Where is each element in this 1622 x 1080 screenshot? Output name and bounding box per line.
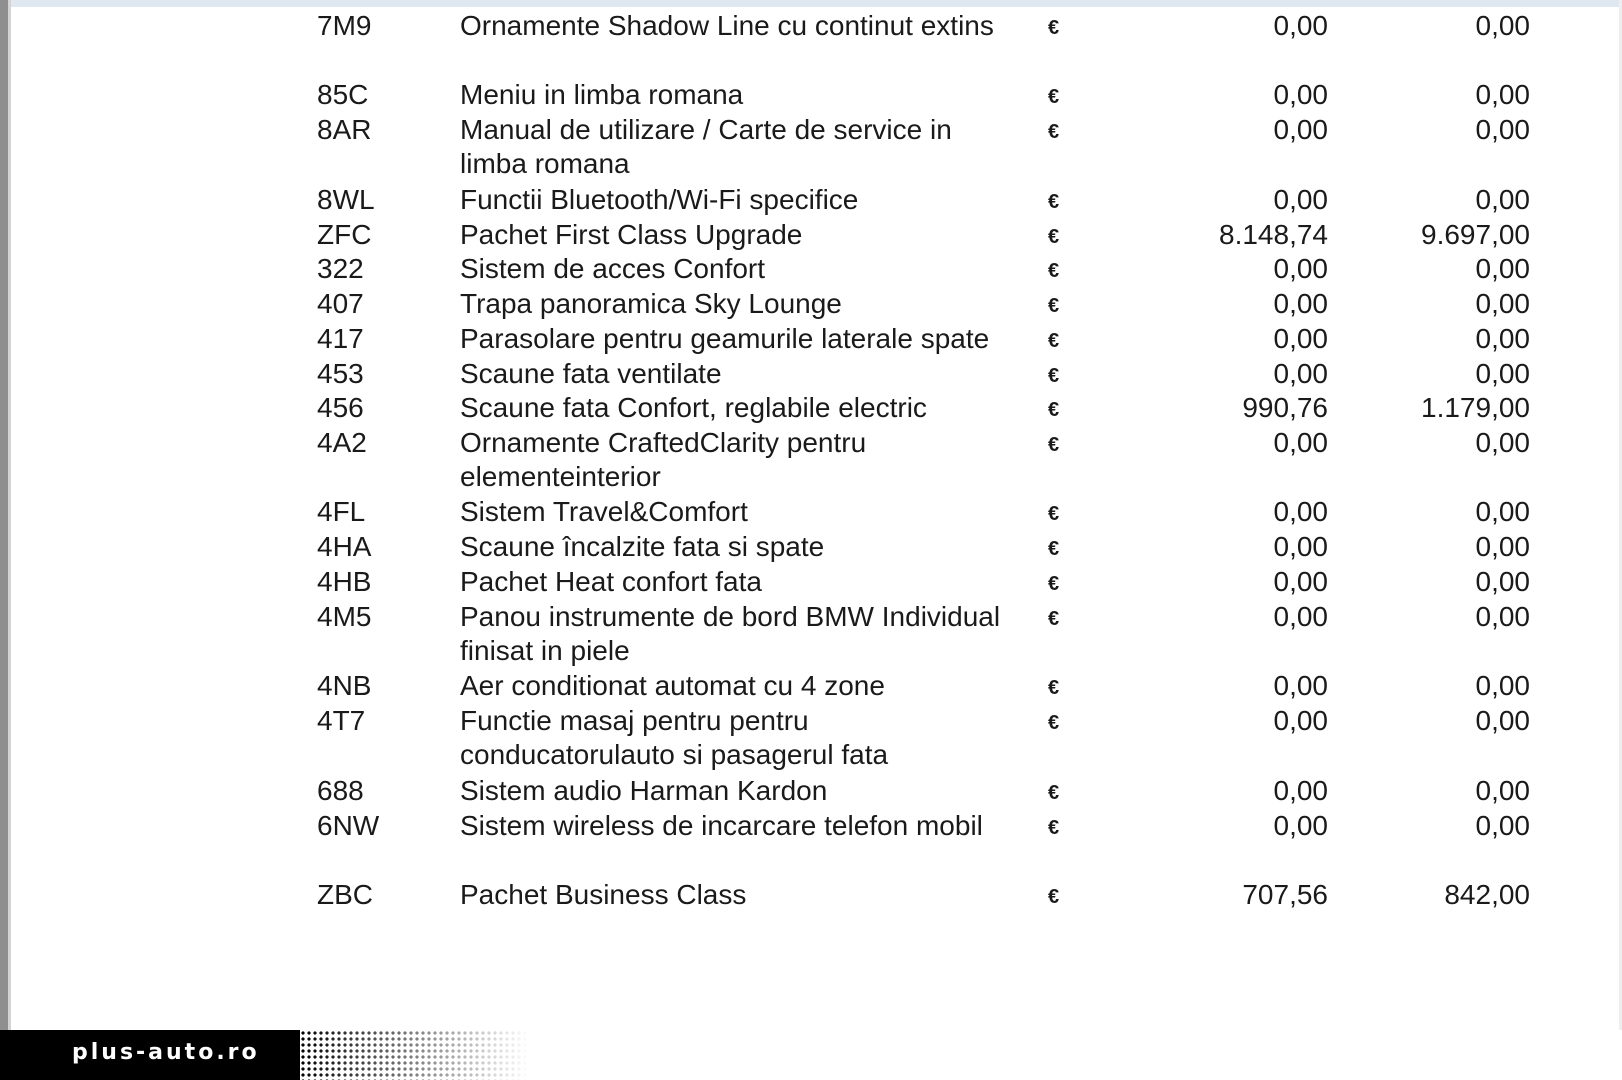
net-price: 0,00 — [1273, 323, 1328, 354]
currency-symbol: € — [1048, 608, 1060, 630]
gross-price: 0,00 — [1475, 288, 1530, 319]
option-code: ZFC — [317, 219, 372, 250]
option-description: Sistem de acces Confort — [460, 253, 766, 284]
net-price: 0,00 — [1273, 496, 1328, 527]
currency-symbol: € — [1048, 434, 1060, 456]
gross-price: 0,00 — [1475, 496, 1530, 527]
currency-symbol: € — [1048, 817, 1060, 839]
net-price: 0,00 — [1273, 358, 1328, 389]
gross-price: 0,00 — [1475, 253, 1530, 284]
gross-price: 0,00 — [1475, 79, 1530, 110]
currency-symbol: € — [1048, 330, 1060, 352]
currency-symbol: € — [1048, 712, 1060, 734]
option-code: 417 — [317, 323, 364, 354]
option-description: Aer conditionat automat cu 4 zone — [460, 670, 885, 701]
option-description: Sistem wireless de incarcare telefon mobil — [460, 810, 983, 841]
net-price: 0,00 — [1273, 775, 1328, 806]
table-row — [0, 9, 1622, 79]
option-code: 4M5 — [317, 601, 372, 632]
gross-price: 0,00 — [1475, 323, 1530, 354]
currency-symbol: € — [1048, 295, 1060, 317]
gross-price: 0,00 — [1475, 810, 1530, 841]
option-description: Scaune încalzite fata si spate — [460, 531, 825, 562]
net-price: 0,00 — [1273, 566, 1328, 597]
option-description: Sistem audio Harman Kardon — [460, 775, 828, 806]
option-description: Scaune fata Confort, reglabile electric — [460, 392, 927, 423]
currency-symbol: € — [1048, 399, 1060, 421]
option-description: Manual de utilizare / Carte de service in limba romana — [460, 114, 952, 179]
option-description: Pachet Business Class — [460, 879, 747, 910]
gross-price: 1.179,00 — [1421, 392, 1530, 423]
option-code: 7M9 — [317, 10, 372, 41]
gross-price: 0,00 — [1475, 10, 1530, 41]
table-row — [0, 426, 1622, 496]
net-price: 0,00 — [1273, 810, 1328, 841]
footer-watermark-bar — [0, 1030, 1622, 1080]
net-price: 8.148,74 — [1219, 219, 1328, 250]
option-description: Ornamente Shadow Line cu continut extins — [460, 10, 994, 41]
gross-price: 0,00 — [1475, 670, 1530, 701]
option-description: Functie masaj pentru pentru conducatorulauto si pasagerul fata — [460, 705, 889, 770]
option-description: Panou instrumente de bord BMW Individual finisat in piele — [460, 601, 1001, 666]
currency-symbol: € — [1048, 191, 1060, 213]
gross-price: 0,00 — [1475, 427, 1530, 458]
option-code: 4HA — [317, 531, 372, 562]
net-price: 0,00 — [1273, 10, 1328, 41]
gross-price: 0,00 — [1475, 601, 1530, 632]
option-description: Pachet First Class Upgrade — [460, 219, 803, 250]
net-price: 0,00 — [1273, 670, 1328, 701]
option-code: 407 — [317, 288, 364, 319]
option-code: 85C — [317, 79, 369, 110]
net-price: 0,00 — [1273, 184, 1328, 215]
net-price: 0,00 — [1273, 253, 1328, 284]
currency-symbol: € — [1048, 86, 1060, 108]
gross-price: 0,00 — [1475, 566, 1530, 597]
net-price: 0,00 — [1273, 114, 1328, 145]
currency-symbol: € — [1048, 677, 1060, 699]
table-row — [0, 600, 1622, 670]
gross-price: 0,00 — [1475, 114, 1530, 145]
currency-symbol: € — [1048, 365, 1060, 387]
option-code: 453 — [317, 358, 364, 389]
table-row — [0, 704, 1622, 774]
option-code: 6NW — [317, 810, 380, 841]
net-price: 0,00 — [1273, 427, 1328, 458]
net-price: 990,76 — [1242, 392, 1328, 423]
currency-symbol: € — [1048, 226, 1060, 248]
brand-watermark: plus-auto.ro — [72, 1040, 260, 1065]
gross-price: 0,00 — [1475, 531, 1530, 562]
option-code: 4FL — [317, 496, 366, 527]
table-row — [0, 113, 1622, 183]
net-price: 0,00 — [1273, 601, 1328, 632]
option-code: ZBC — [317, 879, 373, 910]
net-price: 0,00 — [1273, 288, 1328, 319]
gross-price: 0,00 — [1475, 705, 1530, 736]
option-code: 4A2 — [317, 427, 367, 458]
option-description: Pachet Heat confort fata — [460, 566, 762, 597]
option-code: 456 — [317, 392, 364, 423]
table-row — [0, 878, 1622, 948]
option-code: 4HB — [317, 566, 372, 597]
option-description: Trapa panoramica Sky Lounge — [460, 288, 842, 319]
net-price: 0,00 — [1273, 79, 1328, 110]
currency-symbol: € — [1048, 538, 1060, 560]
net-price: 0,00 — [1273, 531, 1328, 562]
option-description: Sistem Travel&Comfort — [460, 496, 748, 527]
gross-price: 0,00 — [1475, 358, 1530, 389]
option-code: 8WL — [317, 184, 375, 215]
option-code: 688 — [317, 775, 364, 806]
gross-price: 842,00 — [1444, 879, 1530, 910]
gross-price: 9.697,00 — [1421, 219, 1530, 250]
currency-symbol: € — [1048, 260, 1060, 282]
option-description: Ornamente CraftedClarity pentru elementeinterior — [460, 427, 867, 492]
option-description: Meniu in limba romana — [460, 79, 744, 110]
currency-symbol: € — [1048, 886, 1060, 908]
table-row — [0, 809, 1622, 879]
currency-symbol: € — [1048, 17, 1060, 39]
currency-symbol: € — [1048, 121, 1060, 143]
option-code: 8AR — [317, 114, 372, 145]
option-code: 4T7 — [317, 705, 366, 736]
halftone-dots-pattern — [300, 1030, 530, 1080]
option-description: Scaune fata ventilate — [460, 358, 722, 389]
option-code: 322 — [317, 253, 364, 284]
net-price: 0,00 — [1273, 705, 1328, 736]
gross-price: 0,00 — [1475, 775, 1530, 806]
currency-symbol: € — [1048, 503, 1060, 525]
net-price: 707,56 — [1242, 879, 1328, 910]
gross-price: 0,00 — [1475, 184, 1530, 215]
option-code: 4NB — [317, 670, 372, 701]
currency-symbol: € — [1048, 573, 1060, 595]
option-description: Functii Bluetooth/Wi-Fi specifice — [460, 184, 859, 215]
currency-symbol: € — [1048, 782, 1060, 804]
option-description: Parasolare pentru geamurile laterale spate — [460, 323, 990, 354]
